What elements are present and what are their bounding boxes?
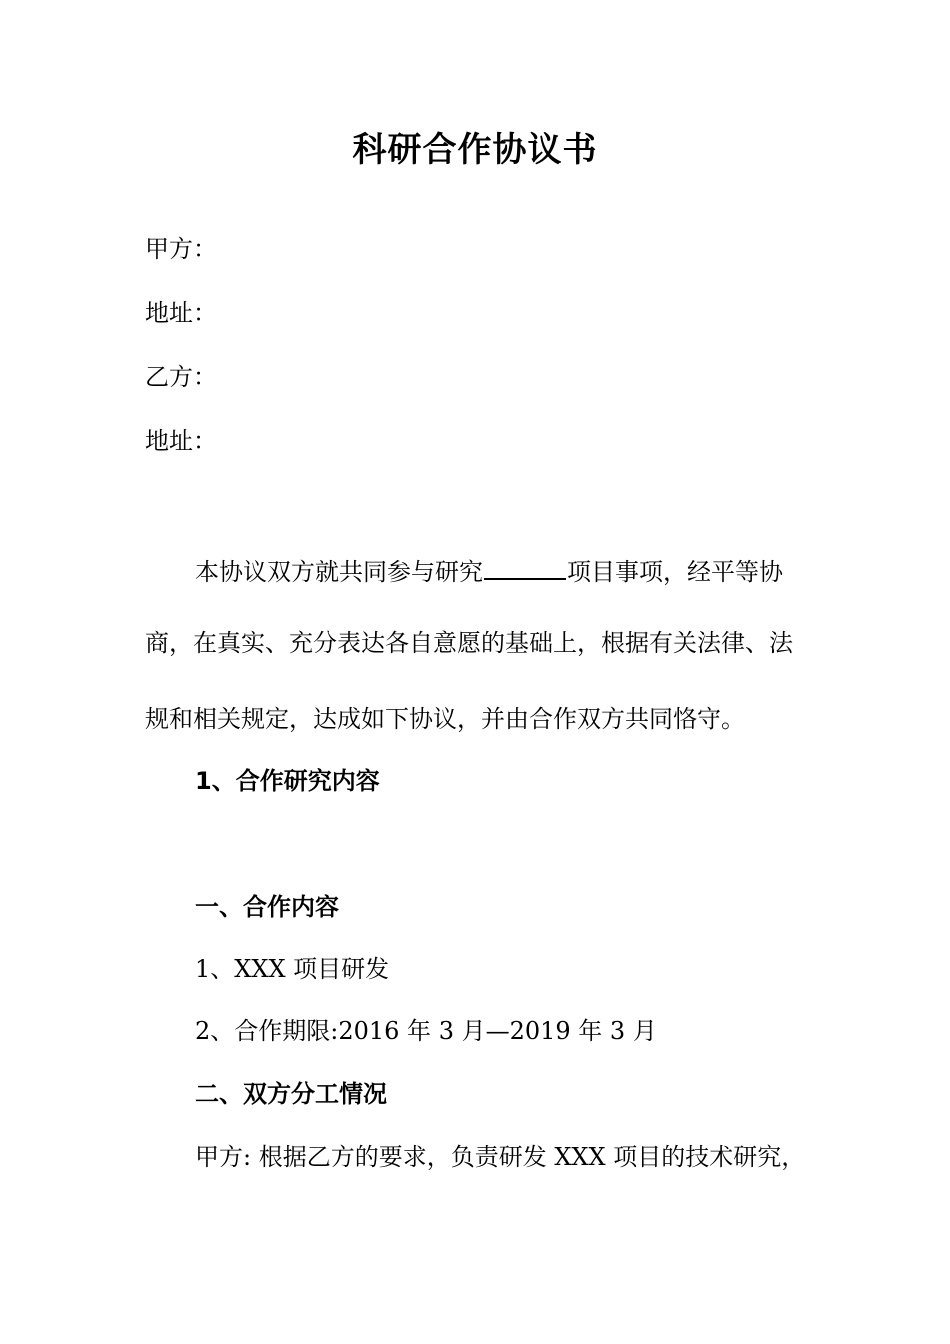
intro-line-1-after-blank: 项目事项，经平等协: [567, 558, 783, 586]
list-item-2: 2、合作期限:2016 年 3 月—2019 年 3 月: [195, 1017, 657, 1045]
party-a-duty: 甲方: 根据乙方的要求，负责研发 XXX 项目的技术研究，: [195, 1143, 806, 1171]
party-b-label: 乙方：: [145, 363, 217, 391]
document-title: 科研合作协议书: [352, 130, 598, 170]
party-a-address-label: 地址：: [145, 299, 217, 327]
party-a-label: 甲方：: [145, 235, 217, 263]
section-1-heading: 1、合作研究内容: [195, 767, 380, 795]
subsection-1-heading: 一、合作内容: [195, 893, 339, 921]
project-name-blank: [484, 554, 566, 580]
intro-line-1-before-blank: 本协议双方就共同参与研究: [195, 558, 483, 586]
intro-line-3: 规和相关规定，达成如下协议，并由合作双方共同恪守。: [145, 705, 745, 733]
intro-line-2: 商，在真实、充分表达各自意愿的基础上，根据有关法律、法: [145, 629, 793, 657]
subsection-2-heading: 二、双方分工情况: [195, 1080, 387, 1108]
list-item-1: 1、XXX 项目研发: [195, 955, 390, 983]
intro-line-1: [195, 554, 783, 589]
party-b-address-label: 地址：: [145, 427, 217, 455]
